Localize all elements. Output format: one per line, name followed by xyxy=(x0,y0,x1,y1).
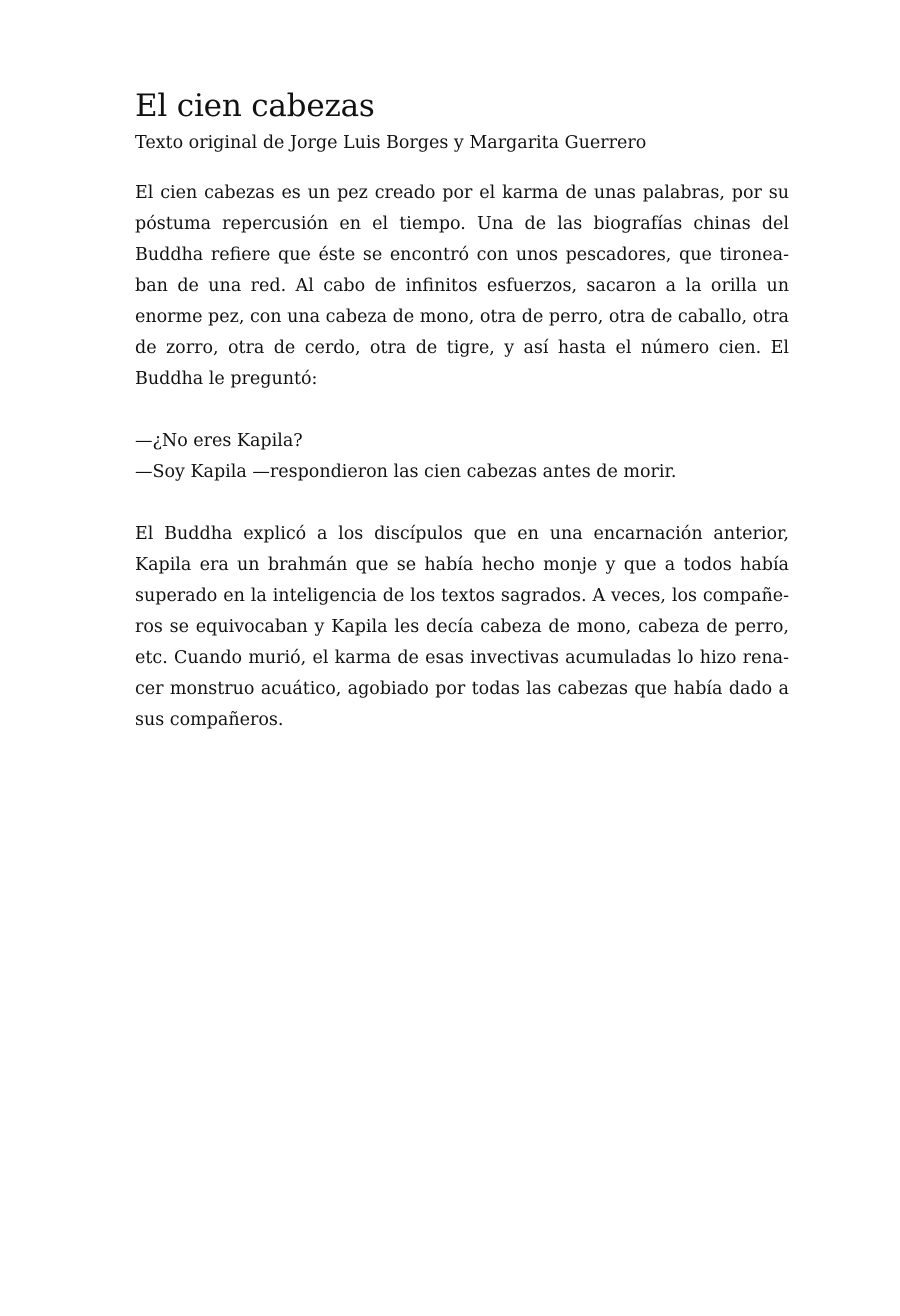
text-line: ros se equivocaban y Kapila les decía cabeza de mono, cabeza de perro, xyxy=(135,617,789,637)
text-line: superado en la inteligencia de los textos sagrados. A veces, los compañe- xyxy=(135,586,789,606)
text-line: Kapila era un brahmán que se había hecho monje y que a todos había xyxy=(135,555,789,575)
text-line: El Buddha explicó a los discípulos que en una encarnación anterior, xyxy=(135,524,789,544)
dialogue-line: —¿No eres Kapila? xyxy=(135,431,303,451)
text-line: ban de una red. Al cabo de infinitos esfuerzos, sacaron a la orilla un xyxy=(135,276,789,296)
text-line: enorme pez, con una cabeza de mono, otra de perro, otra de caballo, otra xyxy=(135,307,789,327)
text-line: de zorro, otra de cerdo, otra de tigre, y así hasta el número cien. El xyxy=(135,338,789,358)
text-line: Buddha refiere que éste se encontró con unos pescadores, que tironea- xyxy=(135,245,789,265)
text-line: cer monstruo acuático, agobiado por todas las cabezas que había dado a xyxy=(135,679,789,699)
text-line: Buddha le preguntó: xyxy=(135,369,318,389)
document-page xyxy=(135,86,789,736)
document-title: El cien cabezas xyxy=(135,88,375,124)
text-line: póstuma repercusión en el tiempo. Una de las biografías chinas del xyxy=(135,214,789,234)
paragraph-2 xyxy=(135,519,789,736)
dialogue-line: —Soy Kapila —respondieron las cien cabezas antes de morir. xyxy=(135,462,677,482)
dialogue xyxy=(135,426,789,488)
text-line: sus compañeros. xyxy=(135,710,284,730)
document-subtitle: Texto original de Jorge Luis Borges y Margarita Guerrero xyxy=(135,133,647,153)
text-line: etc. Cuando murió, el karma de esas invectivas acumuladas lo hizo rena- xyxy=(135,648,789,668)
text-line: El cien cabezas es un pez creado por el karma de unas palabras, por su xyxy=(135,183,789,203)
paragraph-1 xyxy=(135,178,789,395)
